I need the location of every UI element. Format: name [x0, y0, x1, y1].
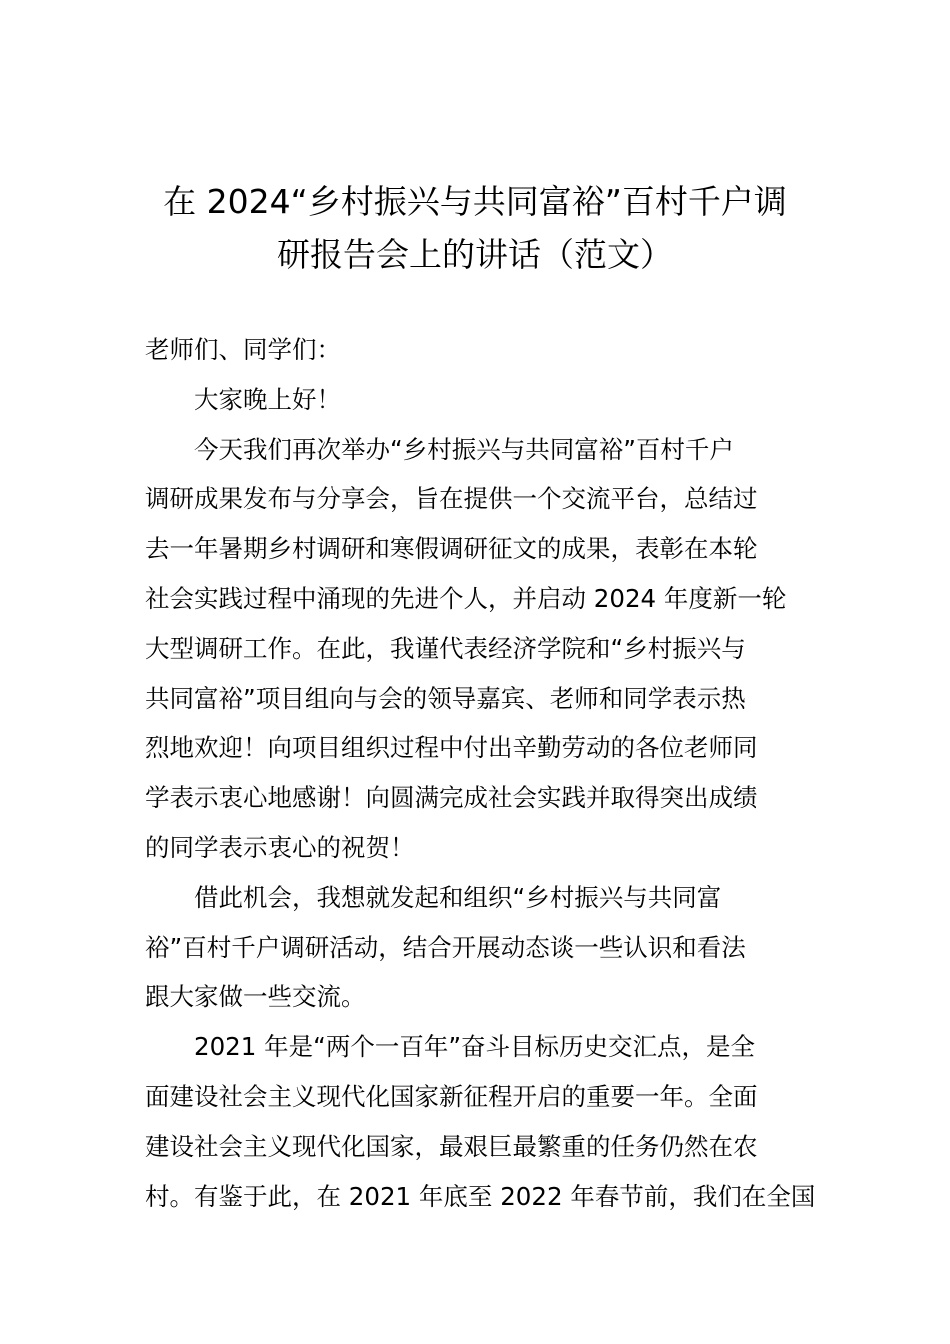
title-line: 在 2024“乡村振兴与共同富裕”百村千户调	[163, 182, 787, 221]
paragraph	[145, 425, 807, 873]
text-line: 社会实践过程中涌现的先进个人，并启动 2024 年度新一轮	[145, 583, 787, 613]
text-line: 学表示衷心地感谢！向圆满完成社会实践并取得突出成绩	[145, 783, 758, 813]
text-line: 的同学表示衷心的祝贺！	[145, 832, 415, 862]
title-line: 研报告会上的讲话（范文）	[277, 235, 673, 274]
text-line: 裕”百村千户调研活动，结合开展动态谈一些认识和看法	[145, 932, 746, 962]
text-line: 建设社会主义现代化国家，最艰巨最繁重的任务仍然在农	[145, 1131, 758, 1161]
text-line: 大家晚上好！	[194, 384, 341, 414]
paragraph	[145, 1022, 816, 1221]
text-line: 2021 年是“两个一百年”奋斗目标历史交汇点，是全	[194, 1032, 756, 1062]
text-line: 去一年暑期乡村调研和寒假调研征文的成果，表彰在本轮	[145, 534, 758, 564]
text-line: 今天我们再次举办“乡村振兴与共同富裕”百村千户	[194, 434, 734, 464]
text-line: 调研成果发布与分享会，旨在提供一个交流平台，总结过	[145, 484, 758, 514]
document-title	[140, 175, 810, 281]
text-line: 借此机会，我想就发起和组织“乡村振兴与共同富	[194, 882, 722, 912]
text-line: 大型调研工作。在此，我谨代表经济学院和“乡村振兴与	[145, 633, 746, 663]
text-line: 面建设社会主义现代化国家新征程开启的重要一年。全面	[145, 1081, 758, 1111]
text-line: 跟大家做一些交流。	[145, 982, 366, 1012]
text-line: 烈地欢迎！向项目组织过程中付出辛勤劳动的各位老师同	[145, 733, 758, 763]
text-line: 村。有鉴于此，在 2021 年底至 2022 年春节前，我们在全国	[145, 1181, 816, 1211]
paragraph	[145, 375, 807, 425]
text-line: 共同富裕”项目组向与会的领导嘉宾、老师和同学表示热	[145, 683, 746, 713]
document-body	[145, 325, 816, 1221]
paragraph	[145, 873, 807, 1022]
salutation: 老师们、同学们：	[145, 335, 341, 364]
